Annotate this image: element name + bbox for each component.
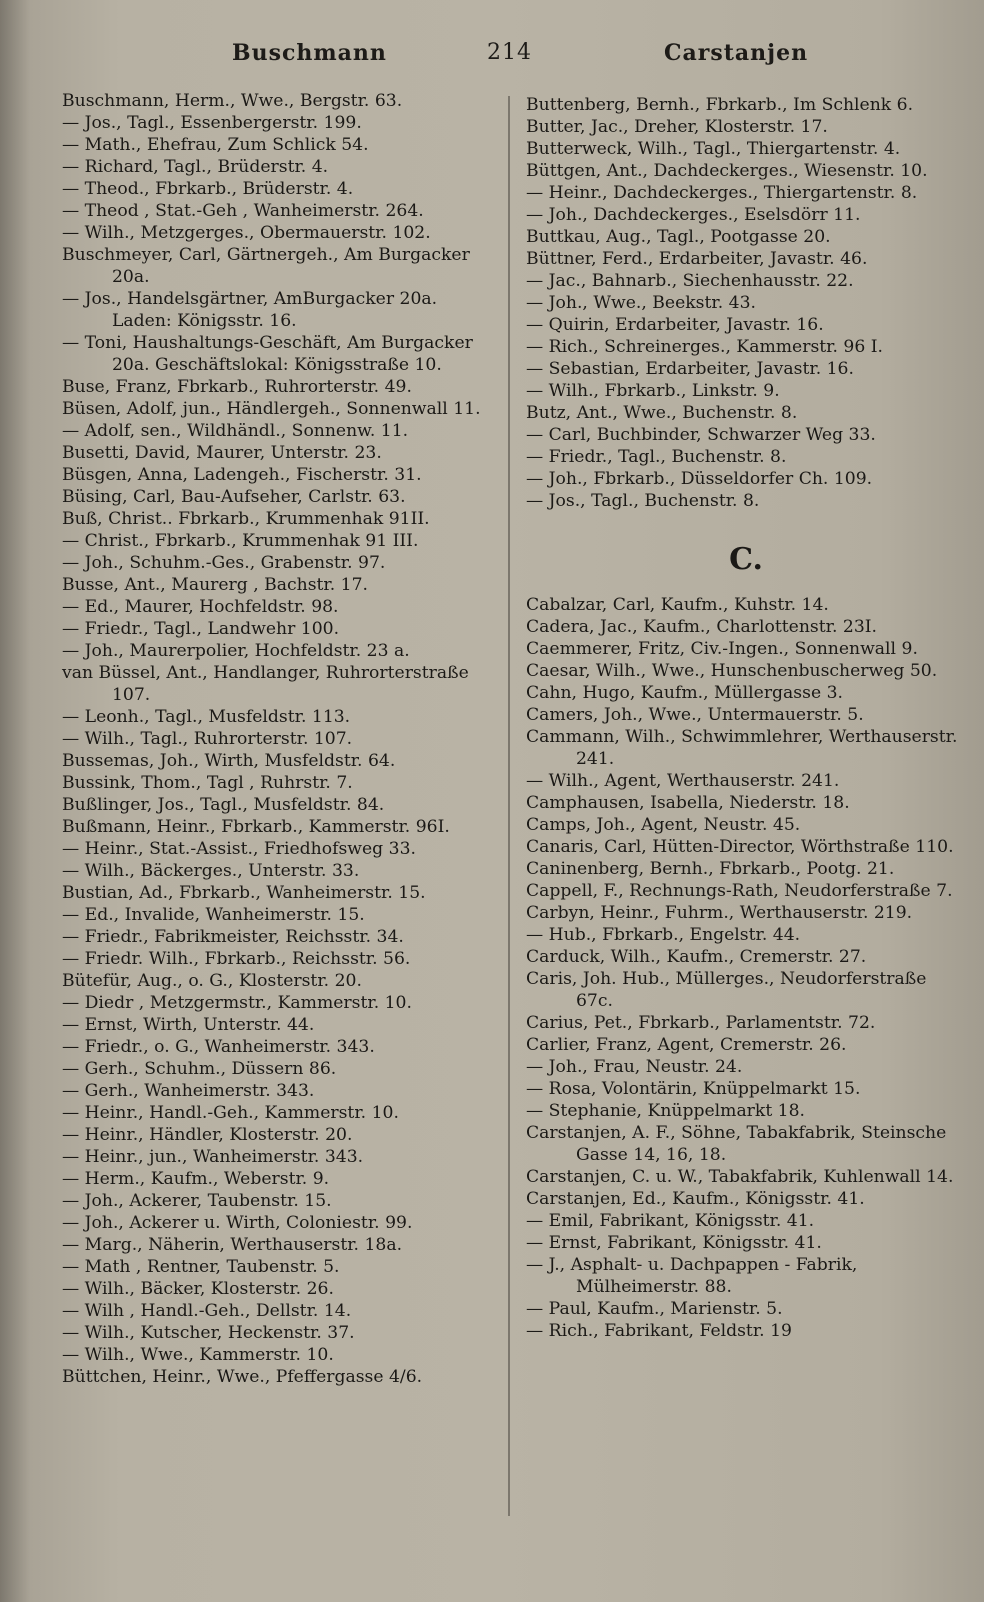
directory-entry: — J., Asphalt- u. Dachpappen - Fabrik, Mülheimerstr. 88. <box>526 1255 858 1297</box>
directory-entry: — Emil, Fabrikant, Königsstr. 41. <box>526 1211 815 1231</box>
directory-entry: — Friedr., o. G., Wanheimerstr. 343. <box>62 1037 375 1057</box>
directory-entry: Buttenberg, Bernh., Fbrkarb., Im Schlenk 6. <box>526 95 914 115</box>
directory-entry: Cadera, Jac., Kaufm., Charlottenstr. 23I. <box>526 617 878 637</box>
directory-entry: Bussink, Thom., Tagl , Ruhrstr. 7. <box>62 773 353 793</box>
directory-entry: — Joh., Ackerer u. Wirth, Coloniestr. 99. <box>62 1213 413 1233</box>
directory-entry: Büsing, Carl, Bau-Aufseher, Carlstr. 63. <box>62 487 406 507</box>
page-number: 214 <box>487 40 532 65</box>
right-column-c-entries <box>526 594 966 1342</box>
directory-entry: Bütefür, Aug., o. G., Klosterstr. 20. <box>62 971 362 991</box>
directory-entry: — Ed., Invalide, Wanheimerstr. 15. <box>62 905 365 925</box>
directory-entry: Buschmeyer, Carl, Gärtnergeh., Am Burgacker 20a. <box>62 245 470 287</box>
directory-entry: Carduck, Wilh., Kaufm., Cremerstr. 27. <box>526 947 867 967</box>
directory-entry: Carstanjen, Ed., Kaufm., Königsstr. 41. <box>526 1189 865 1209</box>
directory-entry: — Rich., Fabrikant, Feldstr. 19 <box>526 1321 792 1341</box>
directory-entry: — Friedr. Wilh., Fbrkarb., Reichsstr. 56. <box>62 949 411 969</box>
directory-entry: — Joh., Schuhm.-Ges., Grabenstr. 97. <box>62 553 386 573</box>
directory-entry: — Wilh., Bäckerges., Unterstr. 33. <box>62 861 360 881</box>
directory-entry: — Gerh., Schuhm., Düssern 86. <box>62 1059 337 1079</box>
directory-entry: Cappell, F., Rechnungs-Rath, Neudorferstraße 7. <box>526 881 953 901</box>
directory-entry: — Quirin, Erdarbeiter, Javastr. 16. <box>526 315 824 335</box>
section-letter-c: C. <box>729 542 763 577</box>
directory-entry: Butz, Ant., Wwe., Buchenstr. 8. <box>526 403 798 423</box>
directory-entry: — Carl, Buchbinder, Schwarzer Weg 33. <box>526 425 876 445</box>
directory-entry: — Marg., Näherin, Werthauserstr. 18a. <box>62 1235 403 1255</box>
directory-entry: Büsgen, Anna, Ladengeh., Fischerstr. 31. <box>62 465 422 485</box>
directory-entry: — Heinr., jun., Wanheimerstr. 343. <box>62 1147 364 1167</box>
directory-entry: Buttkau, Aug., Tagl., Pootgasse 20. <box>526 227 831 247</box>
directory-entry: Caemmerer, Fritz, Civ.-Ingen., Sonnenwall 9. <box>526 639 918 659</box>
directory-entry: — Hub., Fbrkarb., Engelstr. 44. <box>526 925 801 945</box>
directory-entry: — Jos., Tagl., Essenbergerstr. 199. <box>62 113 362 133</box>
directory-entry: — Friedr., Tagl., Buchenstr. 8. <box>526 447 787 467</box>
directory-entry: — Wilh., Wwe., Kammerstr. 10. <box>62 1345 334 1365</box>
directory-entry: — Ed., Maurer, Hochfeldstr. 98. <box>62 597 339 617</box>
directory-entry: — Joh., Dachdeckerges., Eselsdörr 11. <box>526 205 861 225</box>
left-column <box>62 90 500 1388</box>
directory-entry: — Wilh., Kutscher, Heckenstr. 37. <box>62 1323 355 1343</box>
directory-entry: — Joh., Ackerer, Taubenstr. 15. <box>62 1191 332 1211</box>
directory-entry: — Wilh., Fbrkarb., Linkstr. 9. <box>526 381 780 401</box>
directory-entry: Caris, Joh. Hub., Müllerges., Neudorferstraße 67c. <box>526 969 927 1011</box>
directory-entry: — Heinr., Händler, Klosterstr. 20. <box>62 1125 353 1145</box>
directory-entry: — Wilh., Tagl., Ruhrorterstr. 107. <box>62 729 353 749</box>
directory-entry: — Joh., Maurerpolier, Hochfeldstr. 23 a. <box>62 641 410 661</box>
directory-entry: Buschmann, Herm., Wwe., Bergstr. 63. <box>62 91 403 111</box>
directory-entry: Buse, Franz, Fbrkarb., Ruhrorterstr. 49. <box>62 377 412 397</box>
directory-entry: Caesar, Wilh., Wwe., Hunschenbuscherweg 50. <box>526 661 938 681</box>
directory-entry: Busetti, David, Maurer, Unterstr. 23. <box>62 443 382 463</box>
directory-entry: Carlier, Franz, Agent, Cremerstr. 26. <box>526 1035 847 1055</box>
directory-entry: — Heinr., Handl.-Geh., Kammerstr. 10. <box>62 1103 399 1123</box>
directory-entry: — Diedr , Metzgermstr., Kammerstr. 10. <box>62 993 412 1013</box>
directory-entry: — Adolf, sen., Wildhändl., Sonnenw. 11. <box>62 421 409 441</box>
directory-entry: — Math., Ehefrau, Zum Schlick 54. <box>62 135 369 155</box>
directory-entry: — Gerh., Wanheimerstr. 343. <box>62 1081 315 1101</box>
directory-entry: Bußlinger, Jos., Tagl., Musfeldstr. 84. <box>62 795 385 815</box>
directory-entry: van Büssel, Ant., Handlanger, Ruhrorterstraße 107. <box>62 663 469 705</box>
directory-entry: — Wilh., Metzgerges., Obermauerstr. 102. <box>62 223 431 243</box>
header-left-keyword: Buschmann <box>232 40 387 66</box>
directory-entry: Butter, Jac., Dreher, Klosterstr. 17. <box>526 117 828 137</box>
directory-entry: Cabalzar, Carl, Kaufm., Kuhstr. 14. <box>526 595 829 615</box>
directory-entry: — Heinr., Dachdeckerges., Thiergartenstr. 8. <box>526 183 918 203</box>
directory-entry: — Theod., Fbrkarb., Brüderstr. 4. <box>62 179 354 199</box>
directory-entry: — Heinr., Stat.-Assist., Friedhofsweg 33. <box>62 839 416 859</box>
directory-entry: Carius, Pet., Fbrkarb., Parlamentstr. 72. <box>526 1013 876 1033</box>
directory-entry: Büttgen, Ant., Dachdeckerges., Wiesenstr. 10. <box>526 161 928 181</box>
directory-entry: — Christ., Fbrkarb., Krummenhak 91 III. <box>62 531 419 551</box>
directory-entry: — Stephanie, Knüppelmarkt 18. <box>526 1101 806 1121</box>
directory-entry: Büttchen, Heinr., Wwe., Pfeffergasse 4/6. <box>62 1367 423 1387</box>
directory-entry: Canaris, Carl, Hütten-Director, Wörthstraße 110. <box>526 837 954 857</box>
directory-entry: — Jos., Tagl., Buchenstr. 8. <box>526 491 760 511</box>
page-header <box>0 40 984 80</box>
directory-entry: — Wilh., Bäcker, Klosterstr. 26. <box>62 1279 334 1299</box>
directory-entry: — Jos., Handelsgärtner, AmBurgacker 20a. Laden: Königsstr. 16. <box>62 289 438 331</box>
directory-entry: Carbyn, Heinr., Fuhrm., Werthauserstr. 219. <box>526 903 913 923</box>
directory-entry: Cahn, Hugo, Kaufm., Müllergasse 3. <box>526 683 843 703</box>
directory-entry: Cammann, Wilh., Schwimmlehrer, Werthauserstr. 241. <box>526 727 958 769</box>
directory-entry: — Jac., Bahnarb., Siechenhausstr. 22. <box>526 271 854 291</box>
directory-entry: Bussemas, Joh., Wirth, Musfeldstr. 64. <box>62 751 396 771</box>
directory-entry: Büttner, Ferd., Erdarbeiter, Javastr. 46. <box>526 249 868 269</box>
directory-entry: Camphausen, Isabella, Niederstr. 18. <box>526 793 850 813</box>
header-right-keyword: Carstanjen <box>664 40 809 66</box>
directory-entry: Bustian, Ad., Fbrkarb., Wanheimerstr. 15. <box>62 883 426 903</box>
directory-entry: — Toni, Haushaltungs-Geschäft, Am Burgacker 20a. Geschäftslokal: Königsstraße 10. <box>62 333 473 375</box>
directory-entry: Carstanjen, C. u. W., Tabakfabrik, Kuhlenwall 14. <box>526 1167 954 1187</box>
directory-entry: Buß, Christ.. Fbrkarb., Krummenhak 91II. <box>62 509 430 529</box>
directory-entry: — Ernst, Fabrikant, Königsstr. 41. <box>526 1233 822 1253</box>
directory-entry: Camps, Joh., Agent, Neustr. 45. <box>526 815 801 835</box>
directory-entry: — Math , Rentner, Taubenstr. 5. <box>62 1257 340 1277</box>
directory-entry: Caninenberg, Bernh., Fbrkarb., Pootg. 21. <box>526 859 895 879</box>
directory-entry: — Wilh , Handl.-Geh., Dellstr. 14. <box>62 1301 352 1321</box>
directory-entry: — Ernst, Wirth, Unterstr. 44. <box>62 1015 315 1035</box>
directory-entry: — Rosa, Volontärin, Knüppelmarkt 15. <box>526 1079 861 1099</box>
directory-entry: Bußmann, Heinr., Fbrkarb., Kammerstr. 96I. <box>62 817 450 837</box>
directory-entry: Camers, Joh., Wwe., Untermauerstr. 5. <box>526 705 864 725</box>
column-divider <box>508 96 510 1516</box>
directory-entry: — Herm., Kaufm., Weberstr. 9. <box>62 1169 330 1189</box>
directory-entry: — Wilh., Agent, Werthauserstr. 241. <box>526 771 840 791</box>
directory-entry: — Leonh., Tagl., Musfeldstr. 113. <box>62 707 351 727</box>
directory-entry: — Friedr., Tagl., Landwehr 100. <box>62 619 340 639</box>
directory-entry: Büsen, Adolf, jun., Händlergeh., Sonnenwall 11. <box>62 399 481 419</box>
directory-entry: — Sebastian, Erdarbeiter, Javastr. 16. <box>526 359 854 379</box>
right-column <box>526 94 966 1342</box>
directory-entry: Butterweck, Wilh., Tagl., Thiergartenstr. 4. <box>526 139 901 159</box>
directory-entry: — Joh., Fbrkarb., Düsseldorfer Ch. 109. <box>526 469 873 489</box>
directory-entry: — Richard, Tagl., Brüderstr. 4. <box>62 157 329 177</box>
right-column-b-entries <box>526 94 966 512</box>
directory-entry: — Theod , Stat.-Geh , Wanheimerstr. 264. <box>62 201 424 221</box>
directory-entry: Busse, Ant., Maurerg , Bachstr. 17. <box>62 575 369 595</box>
directory-entry: — Joh., Wwe., Beekstr. 43. <box>526 293 756 313</box>
directory-entry: — Joh., Frau, Neustr. 24. <box>526 1057 743 1077</box>
directory-entry: — Paul, Kaufm., Marienstr. 5. <box>526 1299 783 1319</box>
directory-entry: Carstanjen, A. F., Söhne, Tabakfabrik, Steinsche Gasse 14, 16, 18. <box>526 1123 947 1165</box>
directory-entry: — Rich., Schreinerges., Kammerstr. 96 I. <box>526 337 884 357</box>
directory-entry: — Friedr., Fabrikmeister, Reichsstr. 34. <box>62 927 404 947</box>
